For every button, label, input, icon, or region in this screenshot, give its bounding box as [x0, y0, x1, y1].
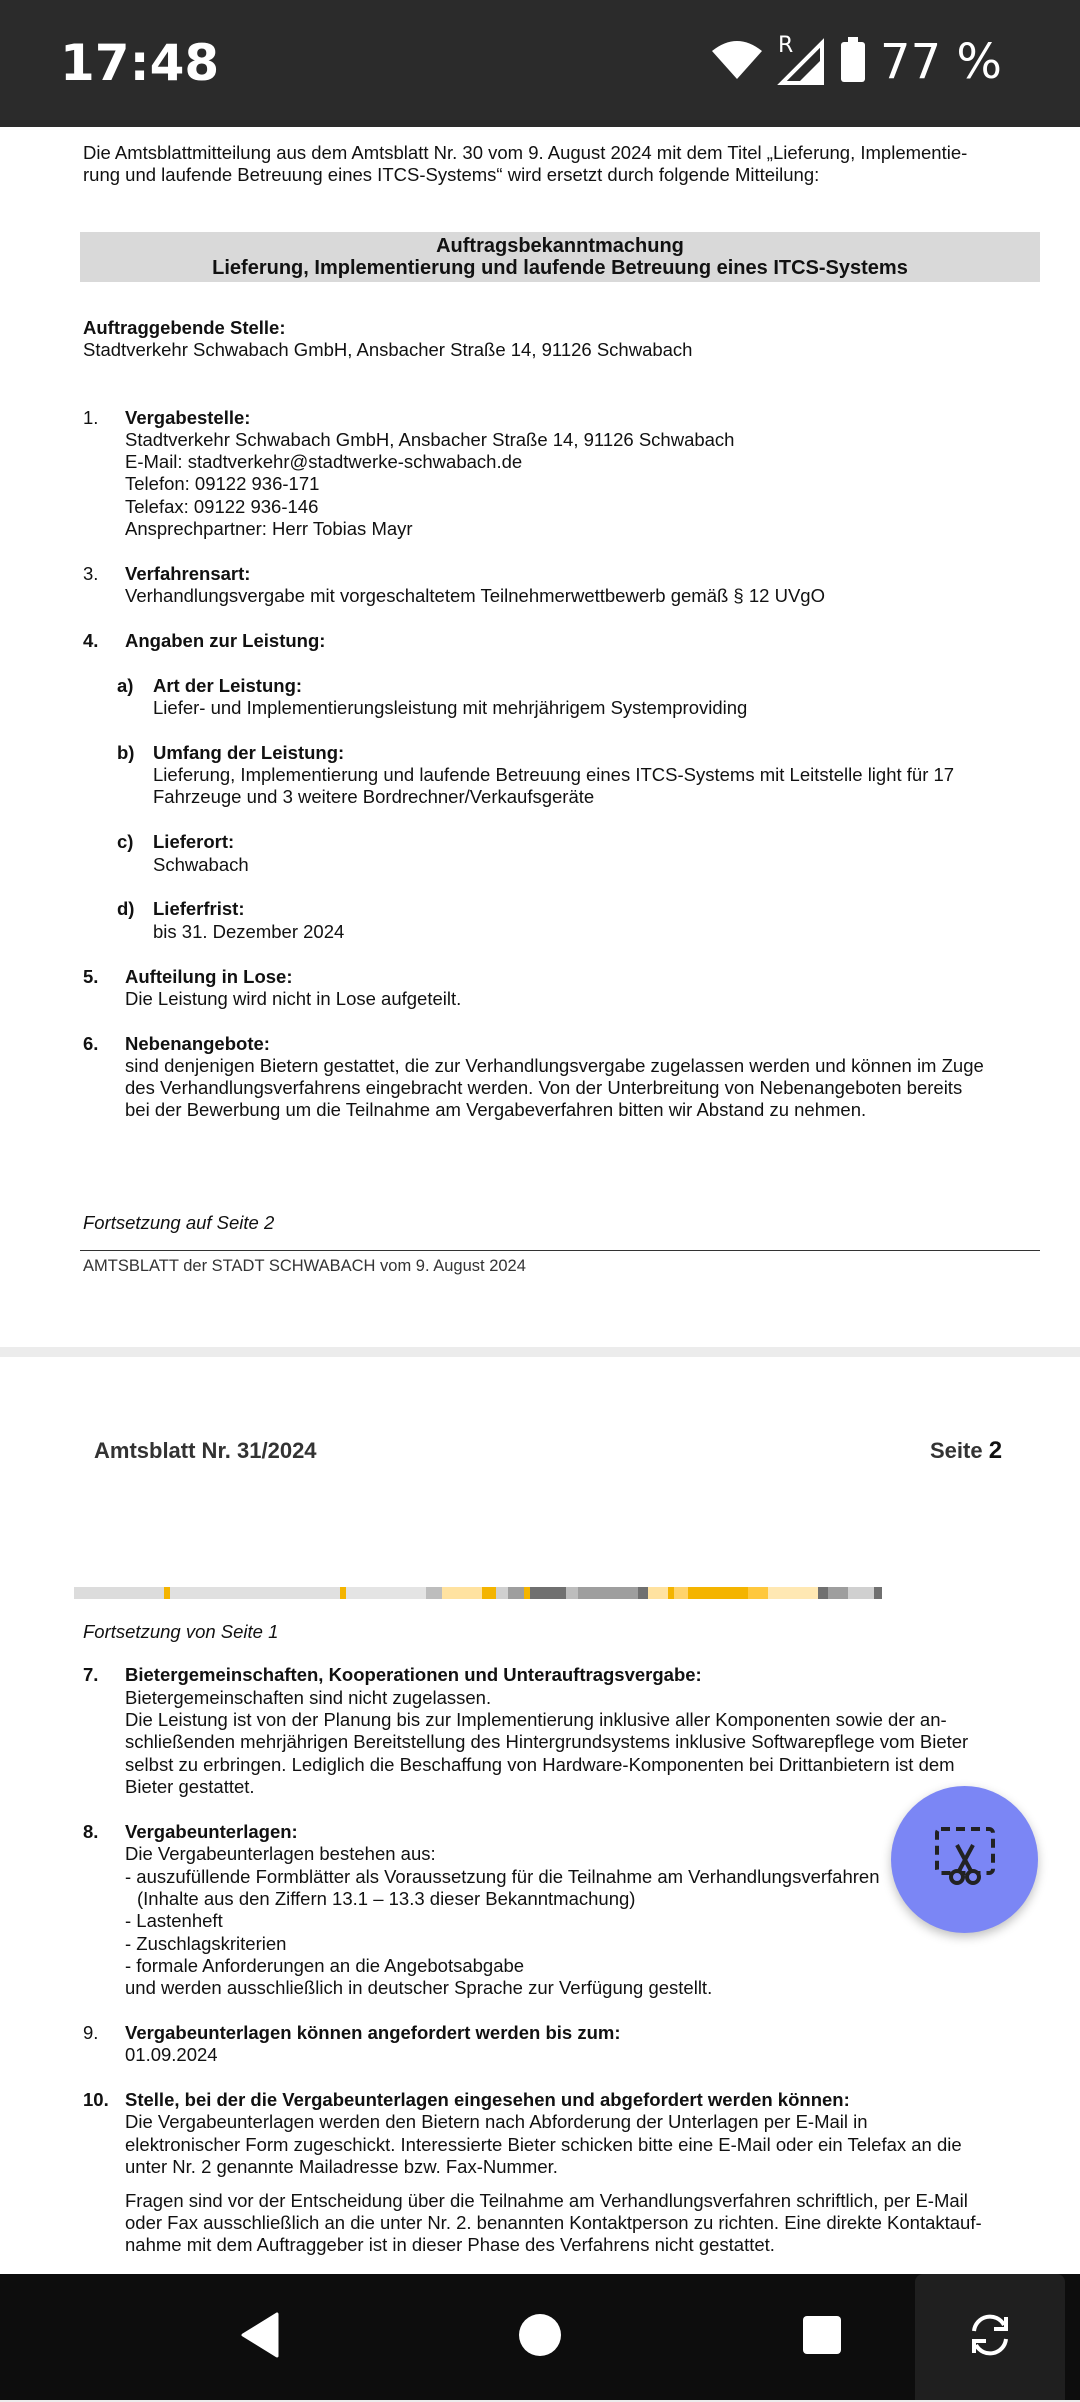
section-number: 10. — [83, 2089, 109, 2110]
back-button[interactable] — [200, 2274, 320, 2400]
document-viewer[interactable] — [0, 127, 1080, 2274]
section-number: 6. — [83, 1033, 99, 1054]
section-text: sind denjenigen Bietern gestattet, die zur Verhandlungsvergabe zugelassen werden und können im Zuge — [125, 1055, 984, 1076]
recents-icon — [801, 2314, 843, 2361]
section-text: und werden ausschließlich in deutscher Sprache zur Verfügung gestellt. — [125, 1977, 713, 1998]
status-icons — [710, 34, 1002, 90]
section-number: 7. — [83, 1664, 99, 1685]
section-heading: Vergabestelle: — [125, 407, 251, 428]
section-text: Die Vergabeunterlagen werden den Bietern nach Abforderung der Unterlagen per E-Mail in — [125, 2111, 868, 2132]
fax-text: Telefax: 09122 936-146 — [125, 496, 319, 517]
pdf-page-1 — [0, 127, 1080, 1347]
list-item: - Lastenheft — [125, 1910, 223, 1931]
subsection-label: b) — [117, 742, 135, 763]
battery-icon — [840, 37, 866, 88]
subsection-heading: Art der Leistung: — [153, 675, 303, 696]
subsection-label: a) — [117, 675, 134, 696]
section-text: schließenden mehrjährigen Bereitstellung des Hintergrundsystems inklusive Softwarepflege vom Bieter — [125, 1731, 969, 1752]
roaming-indicator: R — [778, 33, 794, 58]
client-heading: Auftraggebende Stelle: — [83, 317, 286, 338]
section-heading: Verfahrensart: — [125, 563, 251, 584]
page-number: 2 — [988, 1437, 1003, 1464]
section-text: elektronischer Form zugeschickt. Interessierte Bieter schicken bitte eine E-Mail oder ein Telefax an die — [125, 2134, 962, 2155]
list-item: - auszufüllende Formblätter als Voraussetzung für die Teilnahme am Verhandlungsverfahren — [125, 1866, 880, 1887]
battery-percentage: 77 % — [880, 34, 1002, 90]
list-item-note: (Inhalte aus den Ziffern 13.1 – 13.3 dieser Bekanntmachung) — [137, 1888, 636, 1909]
subsection-text: Fahrzeuge und 3 weitere Bordrechner/Verkaufsgeräte — [153, 786, 595, 807]
section-heading: Nebenangebote: — [125, 1033, 270, 1054]
subsection-label: c) — [117, 831, 134, 852]
section-text: Fragen sind vor der Entscheidung über die Teilnahme am Verhandlungsverfahren schriftlich, per E-Mail — [125, 2190, 968, 2211]
rotate-icon — [966, 2311, 1014, 2364]
subsection-text: Schwabach — [153, 854, 249, 875]
section-text: Bieter gestattet. — [125, 1776, 255, 1797]
back-icon — [239, 2312, 281, 2363]
list-item: - Zuschlagskriterien — [125, 1933, 287, 1954]
page-header-number — [930, 1437, 1003, 1464]
status-time: 17:48 — [60, 34, 220, 92]
section-text: Die Leistung wird nicht in Lose aufgeteilt. — [125, 988, 462, 1009]
section-text: Die Vergabeunterlagen bestehen aus: — [125, 1843, 436, 1864]
subsection-text: Liefer- und Implementierungsleistung mit mehrjährigem Systemproviding — [153, 697, 748, 718]
home-button[interactable] — [480, 2274, 600, 2400]
notice-title: Auftragsbekanntmachung — [436, 235, 684, 257]
section-text: Stadtverkehr Schwabach GmbH, Ansbacher Straße 14, 91126 Schwabach — [125, 429, 735, 450]
home-icon — [516, 2311, 564, 2364]
section-number: 1. — [83, 407, 99, 428]
subsection-heading: Umfang der Leistung: — [153, 742, 345, 763]
intro-text: rung und laufende Betreuung eines ITCS-Systems“ wird ersetzt durch folgende Mitteilung: — [83, 164, 820, 185]
page-footer: AMTSBLATT der STADT SCHWABACH vom 9. August 2024 — [83, 1257, 526, 1275]
subsection-heading: Lieferort: — [153, 831, 235, 852]
section-text: 01.09.2024 — [125, 2044, 218, 2065]
section-text: nahme mit dem Auftraggeber ist in dieser Phase des Verfahrens nicht gestattet. — [125, 2234, 775, 2255]
phone-text: Telefon: 09122 936-171 — [125, 473, 320, 494]
page-label: Seite — [930, 1438, 983, 1463]
section-number: 8. — [83, 1821, 99, 1842]
section-number: 4. — [83, 630, 99, 651]
section-heading: Stelle, bei der die Vergabeunterlagen eingesehen und abgefordert werden können: — [125, 2089, 850, 2110]
subsection-label: d) — [117, 898, 135, 919]
wifi-icon — [710, 39, 764, 86]
section-heading: Aufteilung in Lose: — [125, 966, 293, 987]
subsection-heading: Lieferfrist: — [153, 898, 245, 919]
continued-from-note: Fortsetzung von Seite 1 — [83, 1621, 279, 1642]
section-heading: Bietergemeinschaften, Kooperationen und Unterauftragsvergabe: — [125, 1664, 702, 1685]
screenshot-crop-icon — [933, 1825, 997, 1894]
section-text: des Verhandlungsverfahrens eingebracht werden. Von der Unterbreitung von Nebenangeboten bereits — [125, 1077, 963, 1098]
signal-icon — [778, 33, 826, 85]
notice-subtitle: Lieferung, Implementierung und laufende Betreuung eines ITCS-Systems — [212, 257, 908, 279]
section-number: 5. — [83, 966, 99, 987]
section-heading: Vergabeunterlagen können angefordert werden bis zum: — [125, 2022, 621, 2043]
notice-title-box — [80, 232, 1040, 282]
header-color-stripe — [74, 1587, 1032, 1599]
section-text: bei der Bewerbung um die Teilnahme am Vergabeverfahren bitten wir Abstand zu nehmen. — [125, 1099, 867, 1120]
section-text: Bietergemeinschaften sind nicht zugelassen. — [125, 1687, 492, 1708]
section-heading: Vergabeunterlagen: — [125, 1821, 298, 1842]
section-text: unter Nr. 2 genannte Mailadresse bzw. Fax-Nummer. — [125, 2156, 558, 2177]
intro-text: Die Amtsblattmitteilung aus dem Amtsblatt Nr. 30 vom 9. August 2024 mit dem Titel „Lieferung, Implementie- — [83, 142, 968, 163]
footer-divider — [80, 1250, 1040, 1251]
section-text: oder Fax ausschließlich an die unter Nr. 2. benannten Kontaktperson zu richten. Eine direkte Kontaktauf- — [125, 2212, 982, 2233]
subsection-text: Lieferung, Implementierung und laufende Betreuung eines ITCS-Systems mit Leitstelle light für 17 — [153, 764, 955, 785]
section-number: 9. — [83, 2022, 99, 2043]
screenshot-crop-button[interactable] — [891, 1786, 1038, 1933]
section-text: selbst zu erbringen. Lediglich die Beschaffung von Hardware-Komponenten bei Drittanbietern ist dem — [125, 1754, 955, 1775]
recents-button[interactable] — [762, 2274, 882, 2400]
page-header-title: Amtsblatt Nr. 31/2024 — [94, 1438, 317, 1463]
subsection-text: bis 31. Dezember 2024 — [153, 921, 345, 942]
section-heading: Angaben zur Leistung: — [125, 630, 326, 651]
client-text: Stadtverkehr Schwabach GmbH, Ansbacher Straße 14, 91126 Schwabach — [83, 339, 693, 360]
status-bar — [0, 0, 1080, 127]
rotate-button[interactable] — [915, 2274, 1065, 2400]
continuation-note: Fortsetzung auf Seite 2 — [83, 1212, 275, 1233]
list-item: - formale Anforderungen an die Angebotsabgabe — [125, 1955, 525, 1976]
contact-person-text: Ansprechpartner: Herr Tobias Mayr — [125, 518, 413, 539]
navigation-bar — [0, 2274, 1080, 2400]
section-number: 3. — [83, 563, 99, 584]
section-text: Die Leistung ist von der Planung bis zur Implementierung inklusive aller Komponenten sowie der an- — [125, 1709, 947, 1730]
section-text: Verhandlungsvergabe mit vorgeschaltetem Teilnehmerwettbewerb gemäß § 12 UVgO — [125, 585, 825, 606]
email-text: E-Mail: stadtverkehr@stadtwerke-schwabach.de — [125, 451, 523, 472]
